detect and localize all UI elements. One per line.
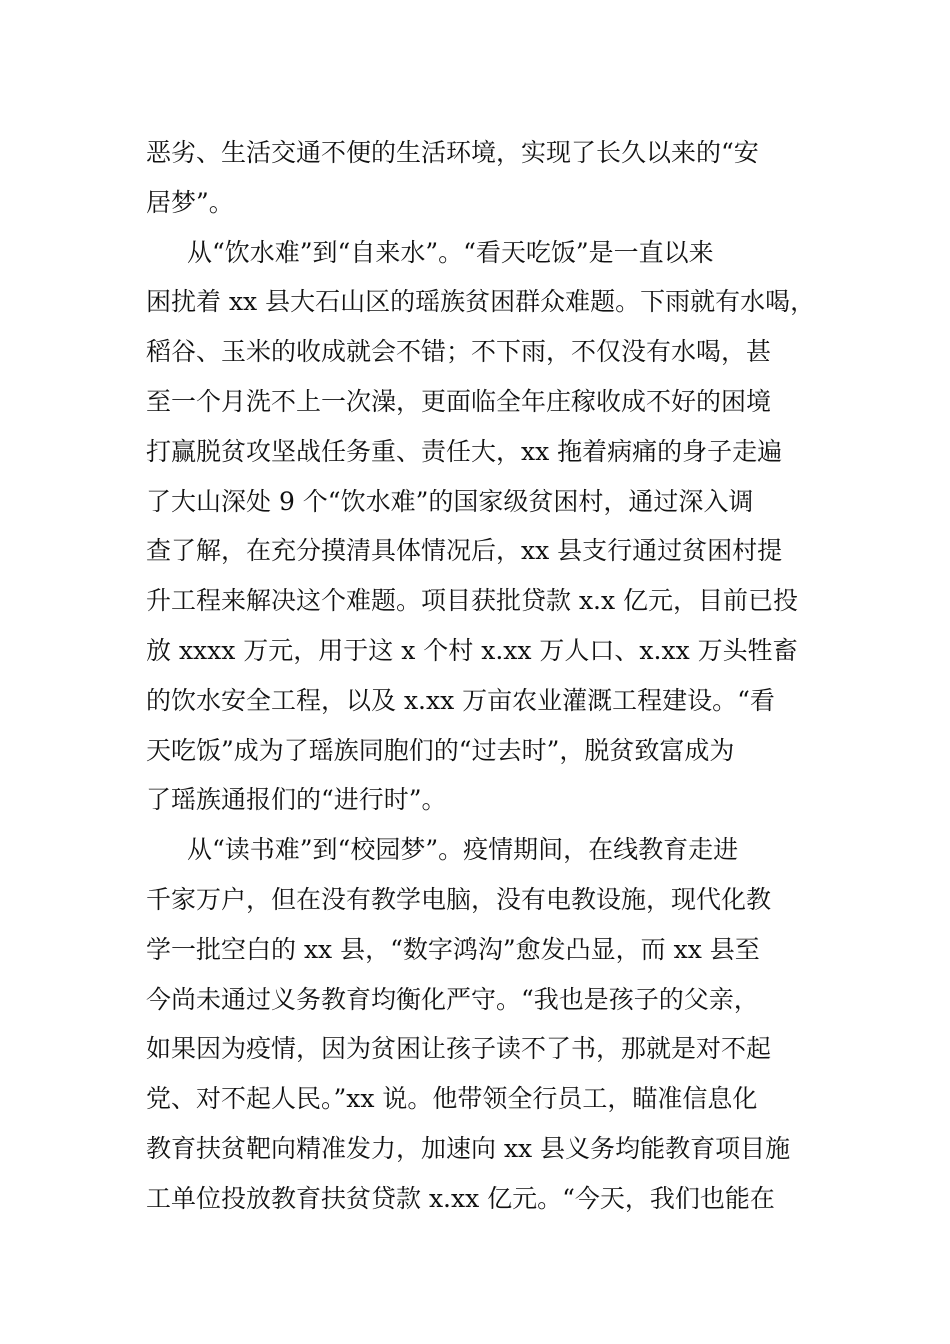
text-line: 如果因为疫情，因为贫困让孩子读不了书，那就是对不起 — [146, 1034, 772, 1064]
text-line: 恶劣、生活交通不便的生活环境，实现了长久以来的“安 — [146, 138, 759, 167]
text-line: 升工程来解决这个难题。项目获批贷款 x.x 亿元，目前已投 — [146, 586, 799, 616]
text-line: 的饮水安全工程，以及 x.xx 万亩农业灌溉工程建设。“看 — [146, 685, 775, 715]
text-line: 今尚未通过义务教育均衡化严守。“我也是孩子的父亲， — [146, 984, 759, 1014]
paragraph-start-line: 从“饮水难”到“自来水”。“看天吃饭”是一直以来 — [187, 237, 714, 267]
text-line: 居梦”。 — [146, 187, 234, 217]
text-line: 稻谷、玉米的收成就会不错；不下雨，不仅没有水喝，甚 — [146, 337, 772, 367]
body-text — [146, 128, 826, 1224]
text-line: 天吃饭”成为了瑶族同胞们的“过去时”，脱贫致富成为 — [146, 735, 735, 765]
text-line: 党、对不起人民。”xx 说。他带领全行员工，瞄准信息化 — [146, 1084, 758, 1114]
text-line: 打赢脱贫攻坚战任务重、责任大，xx 拖着病痛的身子走遍 — [146, 436, 783, 466]
paragraph-start-line: 从“读书难”到“校园梦”。疫情期间，在线教育走进 — [187, 835, 739, 865]
text-line: 学一批空白的 xx 县，“数字鸿沟”愈发凸显，而 xx 县至 — [146, 934, 760, 964]
text-line: 了大山深处 9 个“饮水难”的国家级贫困村，通过深入调 — [146, 486, 754, 516]
text-line: 放 xxxx 万元，用于这 x 个村 x.xx 万人口、x.xx 万头牲畜 — [146, 635, 798, 665]
text-line: 困扰着 xx 县大石山区的瑶族贫困群众难题。下雨就有水喝， — [146, 287, 816, 317]
text-line: 工单位投放教育扶贫贷款 x.xx 亿元。“今天，我们也能在 — [146, 1183, 775, 1213]
text-line: 查了解，在充分摸清具体情况后，xx 县支行通过贫困村提 — [146, 536, 783, 566]
text-line: 教育扶贫靶向精准发力，加速向 xx 县义务均能教育项目施 — [146, 1133, 791, 1163]
text-line: 至一个月洗不上一次澡，更面临全年庄稼收成不好的困境 — [146, 386, 772, 416]
text-line: 千家万户，但在没有教学电脑，没有电教设施，现代化教 — [146, 884, 772, 914]
text-line: 了瑶族通报们的“进行时”。 — [146, 785, 447, 815]
